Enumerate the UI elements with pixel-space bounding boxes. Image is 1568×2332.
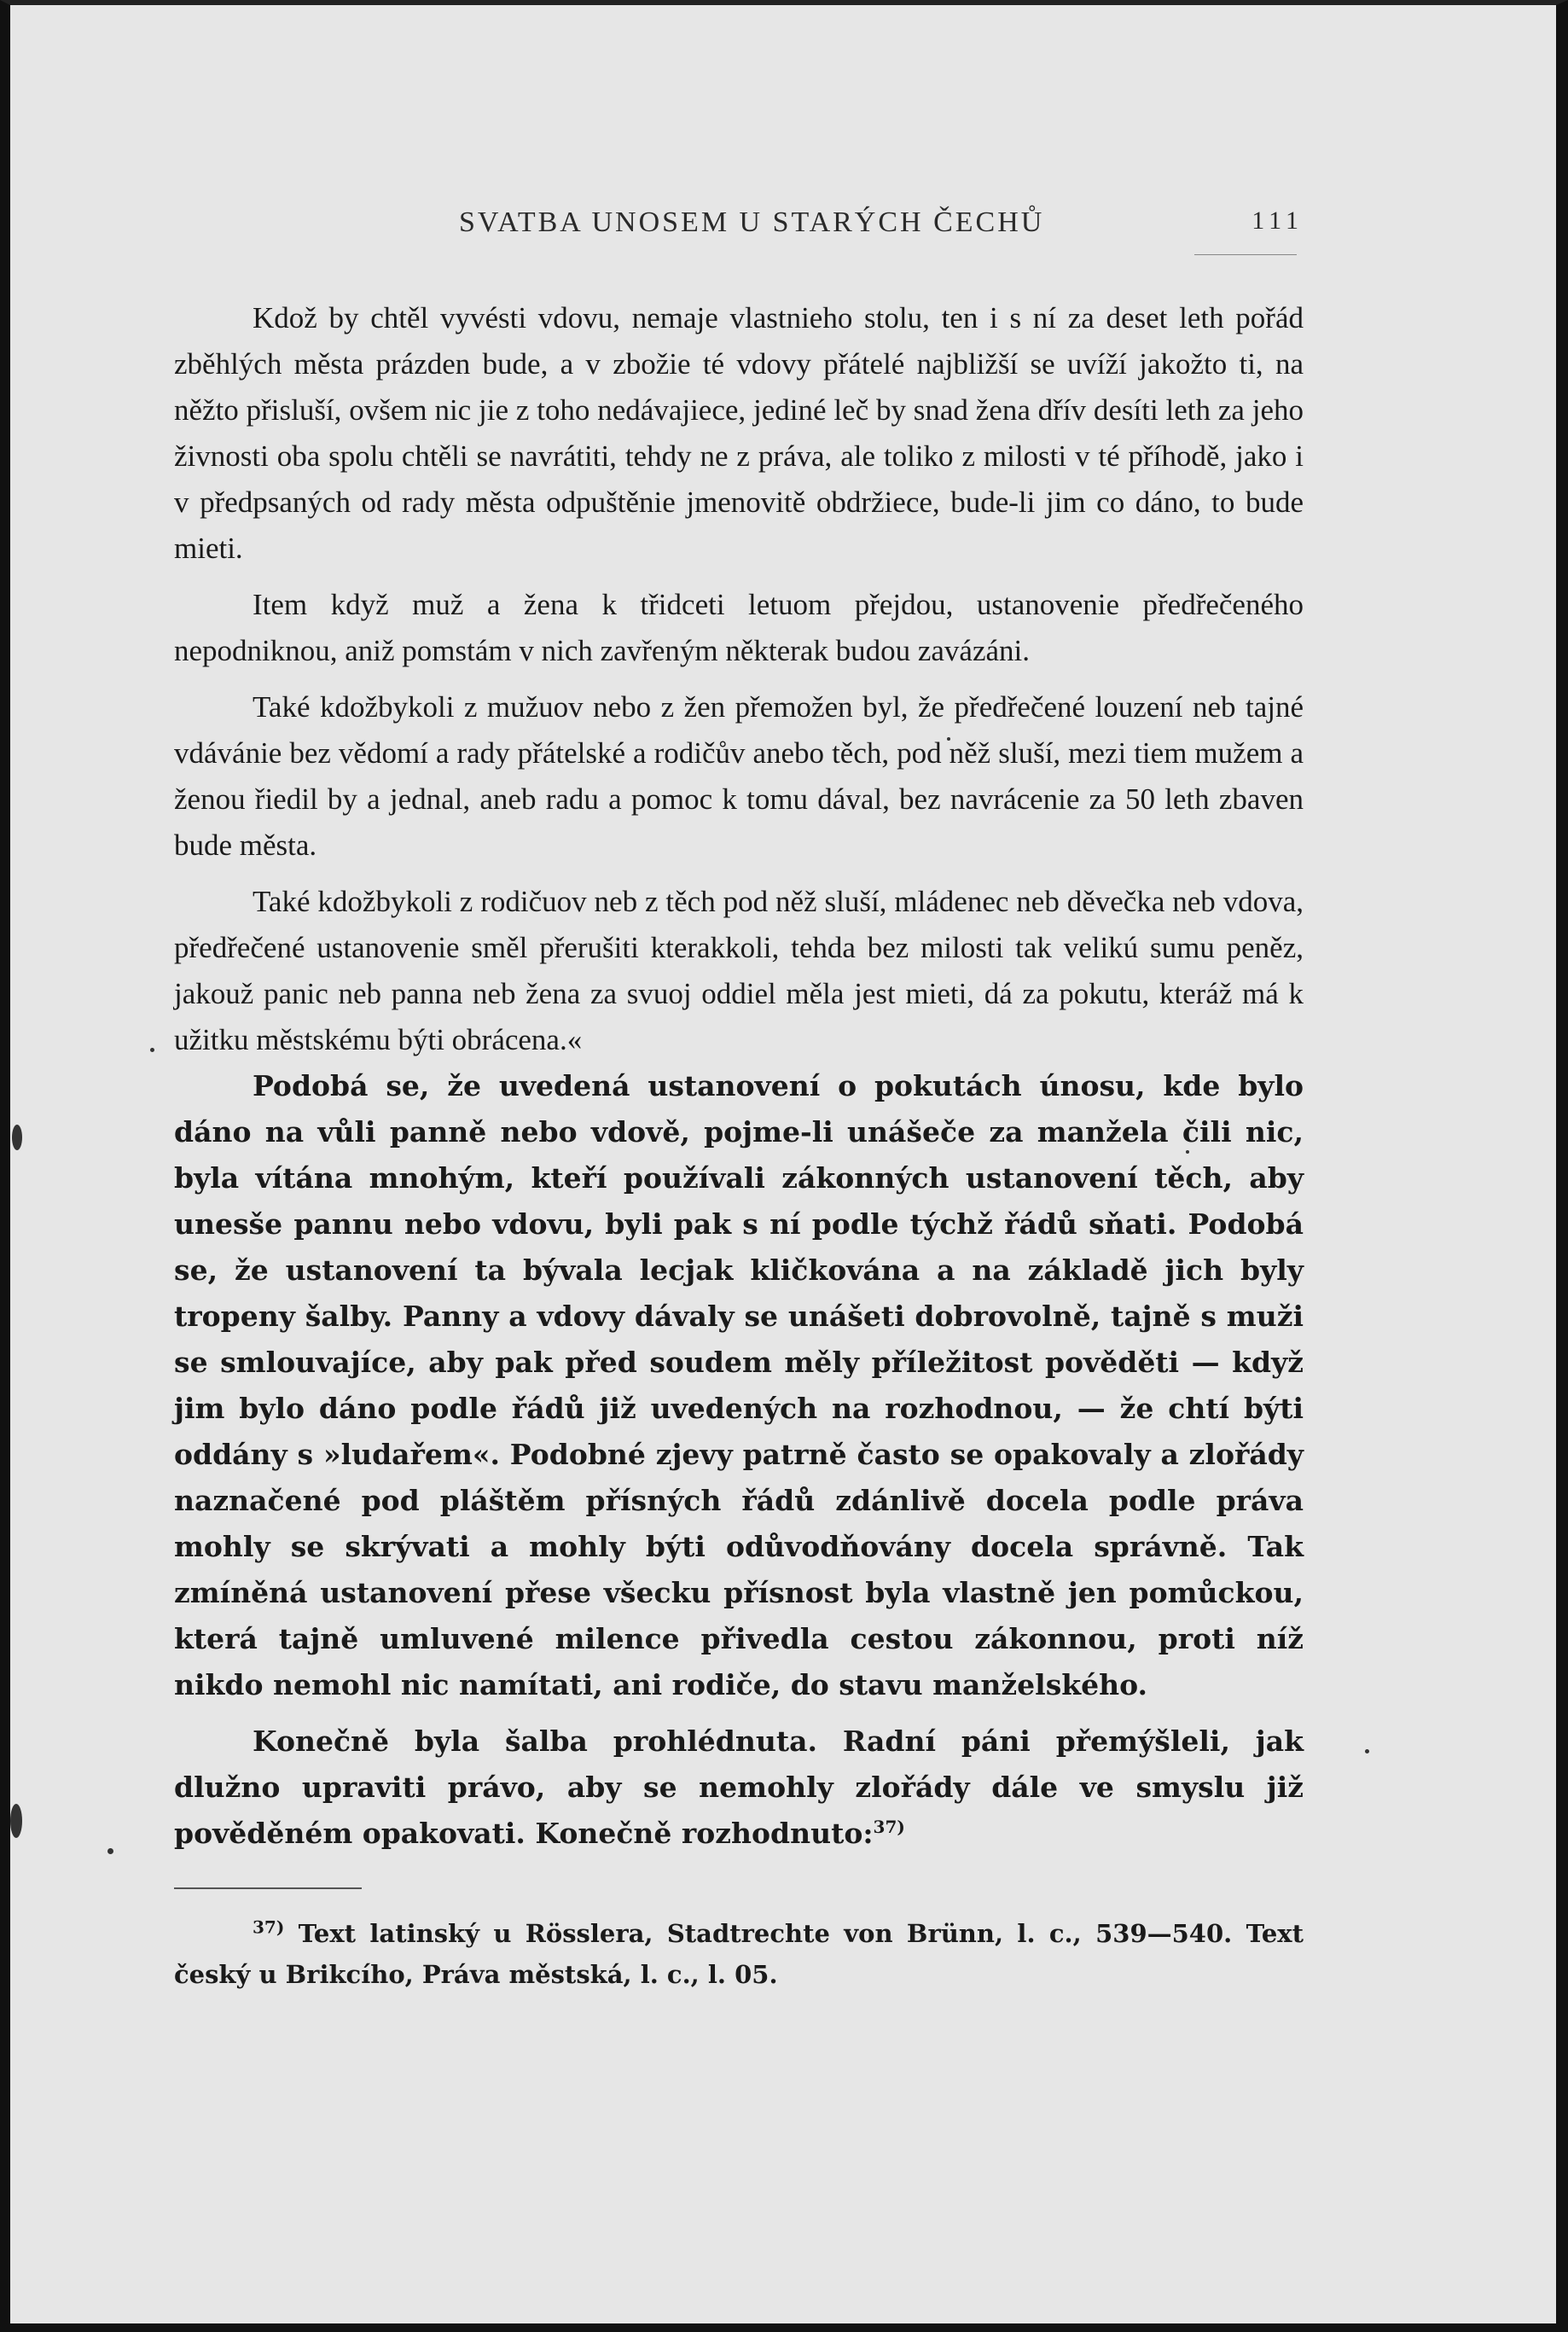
closing-text: Konečně byla šalba prohlédnuta. Radní páni přemýšleli, jak dlužno upraviti právo, aby se nemohly zlořády dále ve smyslu již pověděném opakovati. Konečně rozhodnuto: xyxy=(174,1724,1304,1850)
footnote xyxy=(174,1913,1304,1995)
footnote-reference[interactable]: 37) xyxy=(873,1817,905,1837)
footnote-text: Text latinský u Rösslera, Stadtrechte von Brünn, l. c., 539—540. Text český u Brikcího, Práva městská, l. c., l. 05. xyxy=(174,1919,1304,1989)
book-page xyxy=(174,195,1304,2020)
footnote-rule xyxy=(174,1887,362,1889)
page-number: 111 xyxy=(1251,206,1304,235)
header-rule xyxy=(1194,254,1297,255)
paragraph: Také kdožbykoli z rodičuov neb z těch pod něž sluší, mládenec neb děvečka neb vdova, předřečené ustanovenie směl přerušiti kterakkoli, tehda bez milosti tak velikú sumu peněz, jakouž panic neb panna neb žena za svuoj oddiel měla jest mieti, dá za pokutu, kteráž má k užitku městskému býti obrácena.« xyxy=(174,885,1304,1056)
body-text xyxy=(174,295,1304,1857)
paragraph: Item když muž a žena k třidceti letuom přejdou, ustanovenie předřečeného nepodniknou, aniž pomstám v nich zavřeným některak budou zavázáni. xyxy=(174,588,1304,667)
closing-paragraph xyxy=(174,1718,1304,1857)
footnote-marker: 37) xyxy=(253,1916,285,1938)
paragraph: Kdož by chtěl vyvésti vdovu, nemaje vlastnieho stolu, ten i s ní za deset leth pořád zběhlých města prázden bude, a v zbožie té vdovy přátelé najbližší se uvíží jakožto ti, na něžto přisluší, ovšem nic jie z toho nedávajiece, jediné leč by snad žena dřív desíti leth za jeho živnosti oba spolu chtěli se navrátiti, tehdy ne z práva, ale toliko z milosti v té příhodě, jako i v předpsaných od rady města odpuštěnie jmenovitě obdržiece, bude-li jim co dáno, to bude mieti. xyxy=(174,301,1304,565)
paragraph: Podobá se, že uvedená ustanovení o pokutách únosu, kde bylo dáno na vůli panně nebo vdově, pojme-li unášeče za manžela čili nic, byla vítána mnohým, kteří používali zákonných ustanovení těch, aby unesše pannu nebo vdovu, byli pak s ní podle týchž řádů sňati. Podobá se, že ustanovení ta bývala lecjak kličkována a na základě jich byly tropeny šalby. Panny a vdovy dávaly se unášeti dobrovolně, tajně s muži se smlouvajíce, aby pak před soudem měly příležitost pověděti — když jim bylo dáno podle řádů již uvedených na rozhodnou, — že chtí býti oddány s »ludařem«. Podobné zjevy patrně často se opakovaly a zlořády naznačené pod pláštěm přísných řádů zdánlivě docela podle práva mohly se skrývati a mohly býti odůvodňovány docela správně. Tak zmíněná ustanovení přese všecku přísnost byla vlastně jen pomůckou, která tajně umluvené milence přivedla cestou zákonnou, proti níž nikdo nemohl nic namítati, ani rodiče, do stavu manželského. xyxy=(174,1069,1304,1701)
running-title: SVATBA UNOSEM U STARÝCH ČECHŮ xyxy=(459,206,1045,238)
running-header xyxy=(174,195,1304,246)
paragraph: Také kdožbykoli z mužuov nebo z žen přemožen byl, že předřečené louzení neb tajné vdávánie bez vědomí a rady přátelské a rodičův anebo těch, pod něž sluší, mezi tiem mužem a ženou řiedil by a jednal, aneb radu a pomoc k tomu dával, bez navrácenie za 50 leth zbaven bude města. xyxy=(174,690,1304,862)
